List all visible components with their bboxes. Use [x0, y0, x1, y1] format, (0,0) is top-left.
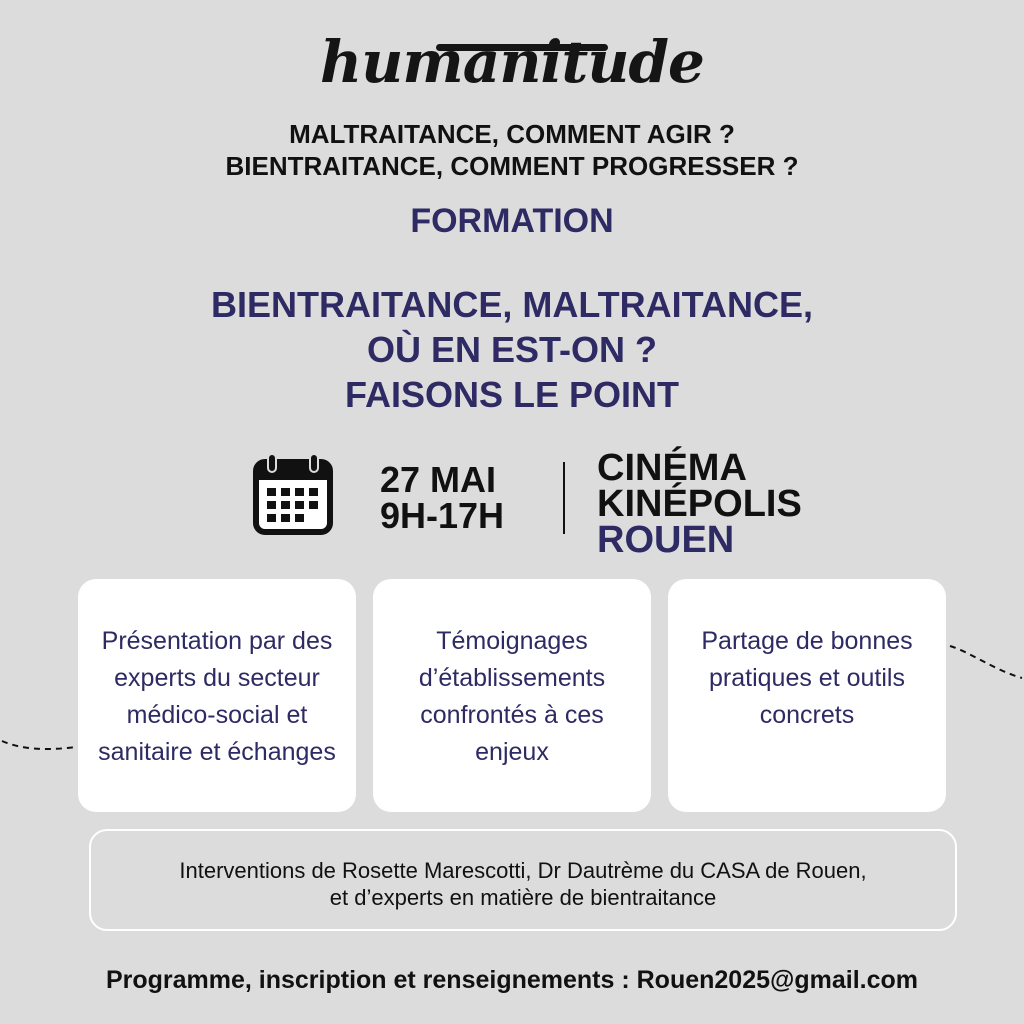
event-datetime	[380, 459, 505, 536]
info-card-testimonials	[373, 579, 651, 812]
card-line: Partage de bonnes	[701, 627, 913, 655]
headline-line-2: OÙ EN EST-ON ?	[366, 329, 658, 370]
venue-city: ROUEN	[597, 519, 735, 561]
interventions-line-1: Interventions de Rosette Marescotti, Dr Dautrème du CASA de Rouen,	[179, 858, 867, 883]
interventions-box	[89, 829, 957, 931]
card-line: médico-social et	[126, 701, 308, 729]
card-line: d’établissements	[418, 664, 606, 692]
contact-info: Programme, inscription et renseignements : Rouen2025@gmail.com	[105, 966, 919, 994]
info-card-practices	[668, 579, 946, 812]
card-line: enjeux	[475, 738, 549, 766]
venue-line-2: KINÉPOLIS	[597, 483, 802, 525]
card-line: experts du secteur	[114, 664, 320, 692]
card-line: pratiques et outils	[709, 664, 905, 692]
decorative-dash-left	[0, 735, 80, 755]
event-time: 9H-17H	[380, 495, 505, 536]
info-card-experts	[78, 579, 356, 812]
event-date: 27 MAI	[380, 459, 497, 500]
calendar-icon	[253, 452, 333, 536]
headline	[0, 282, 1024, 417]
subtitle-line-2: BIENTRAITANCE, COMMENT PROGRESSER ?	[225, 151, 799, 181]
formation-heading: FORMATION	[410, 202, 614, 240]
headline-line-3: FAISONS LE POINT	[344, 374, 680, 415]
subtitle	[0, 118, 1024, 182]
interventions-line-2: et d’experts en matière de bientraitance	[329, 885, 717, 910]
subtitle-line-1: MALTRAITANCE, COMMENT AGIR ?	[289, 119, 735, 149]
decorative-dash-right	[946, 640, 1024, 684]
card-line: Témoignages	[436, 627, 588, 655]
event-venue	[597, 447, 802, 561]
card-line: sanitaire et échanges	[98, 738, 336, 766]
card-line: confrontés à ces	[420, 701, 604, 729]
venue-line-1: CINÉMA	[597, 447, 747, 489]
humanitude-logo: humanitude	[320, 28, 704, 96]
divider	[563, 462, 565, 534]
headline-line-1: BIENTRAITANCE, MALTRAITANCE,	[211, 284, 813, 325]
card-line: Présentation par des	[101, 627, 333, 655]
card-line: concrets	[759, 701, 855, 729]
